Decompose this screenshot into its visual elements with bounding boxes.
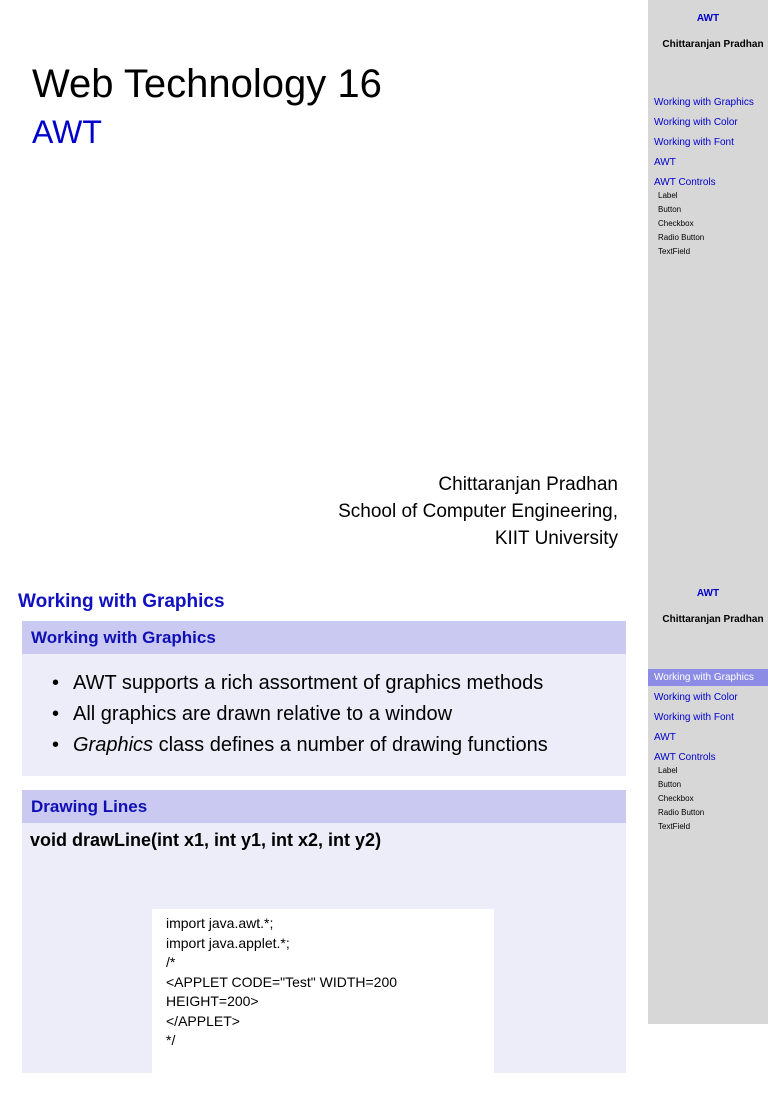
sidebar-author: Chittaranjan Pradhan — [662, 614, 764, 625]
sidebar-item-working-with-color[interactable]: Working with Color — [654, 117, 738, 128]
block-body — [22, 823, 626, 1073]
frame-title: Working with Graphics — [18, 591, 225, 612]
sidebar-nav — [648, 94, 768, 259]
sidebar-author: Chittaranjan Pradhan — [662, 39, 764, 50]
bullet-italic-term: Graphics — [73, 734, 154, 756]
author-name: Chittaranjan Pradhan — [438, 474, 618, 495]
code-line: import java.applet.*; — [166, 934, 290, 951]
sidebar-subitem-radio-button[interactable]: Radio Button — [658, 808, 705, 817]
author-school: School of Computer Engineering, — [338, 501, 618, 522]
sidebar-item-working-with-font[interactable]: Working with Font — [654, 712, 734, 723]
block-drawing-lines — [22, 790, 626, 1073]
sidebar-item-awt-controls[interactable]: AWT Controls — [654, 177, 716, 188]
bullet-item: • All graphics are drawn relative to a window — [52, 699, 626, 730]
sidebar-item-awt[interactable]: AWT — [654, 732, 676, 743]
sidebar-subitems — [648, 764, 768, 834]
sidebar-subitems — [648, 189, 768, 259]
bullet-item: • AWT supports a rich assortment of graphics methods — [52, 668, 626, 699]
sidebar-subitem-button[interactable]: Button — [658, 205, 682, 214]
block-header: Working with Graphics — [22, 621, 626, 654]
sidebar-item-awt-controls[interactable]: AWT Controls — [654, 752, 716, 763]
sidebar-subitem-label[interactable]: Label — [658, 191, 678, 200]
code-line: /* — [166, 954, 176, 970]
author-block — [338, 471, 618, 552]
bullet-item — [52, 730, 626, 761]
sidebar-subitem-button[interactable]: Button — [658, 780, 682, 789]
presentation-title: Web Technology 16 — [32, 62, 382, 106]
block-body — [22, 654, 626, 776]
presentation-subtitle: AWT — [32, 114, 102, 150]
bullet-text: class defines a number of drawing functions — [153, 734, 548, 756]
bullet-list — [22, 654, 626, 761]
author-university: KIIT University — [494, 528, 618, 549]
code-line: <APPLET CODE="Test" WIDTH=200 — [166, 973, 398, 990]
code-line: HEIGHT=200> — [166, 993, 259, 1009]
code-snippet — [152, 909, 494, 1109]
sidebar-item-working-with-color[interactable]: Working with Color — [654, 692, 738, 703]
sidebar-nav — [648, 669, 768, 834]
sidebar — [648, 0, 768, 575]
sidebar-subitem-checkbox[interactable]: Checkbox — [658, 219, 694, 228]
sidebar-item-working-with-font[interactable]: Working with Font — [654, 137, 734, 148]
sidebar-item-awt[interactable]: AWT — [654, 157, 676, 168]
code-line: */ — [166, 1032, 176, 1048]
code-line: import java.awt.*; — [166, 915, 274, 931]
block-header: Drawing Lines — [22, 790, 626, 823]
sidebar-item-working-with-graphics[interactable]: Working with Graphics — [648, 669, 768, 686]
sidebar-subitem-label[interactable]: Label — [658, 766, 678, 775]
block-working-with-graphics — [22, 621, 626, 776]
sidebar-subitem-textfield[interactable]: TextField — [658, 822, 691, 831]
code-line: </APPLET> — [166, 1012, 240, 1029]
sidebar-subitem-textfield[interactable]: TextField — [658, 247, 691, 256]
sidebar-item-working-with-graphics[interactable]: Working with Graphics — [654, 97, 754, 108]
sidebar — [648, 575, 768, 1024]
sidebar-title[interactable]: AWT — [696, 13, 720, 24]
sidebar-subitem-radio-button[interactable]: Radio Button — [658, 233, 705, 242]
sidebar-subitem-checkbox[interactable]: Checkbox — [658, 794, 694, 803]
method-signature: void drawLine(int x1, int y1, int x2, int y2) — [30, 830, 382, 850]
slide-working-with-graphics — [0, 575, 768, 1048]
sidebar-title[interactable]: AWT — [696, 588, 720, 599]
